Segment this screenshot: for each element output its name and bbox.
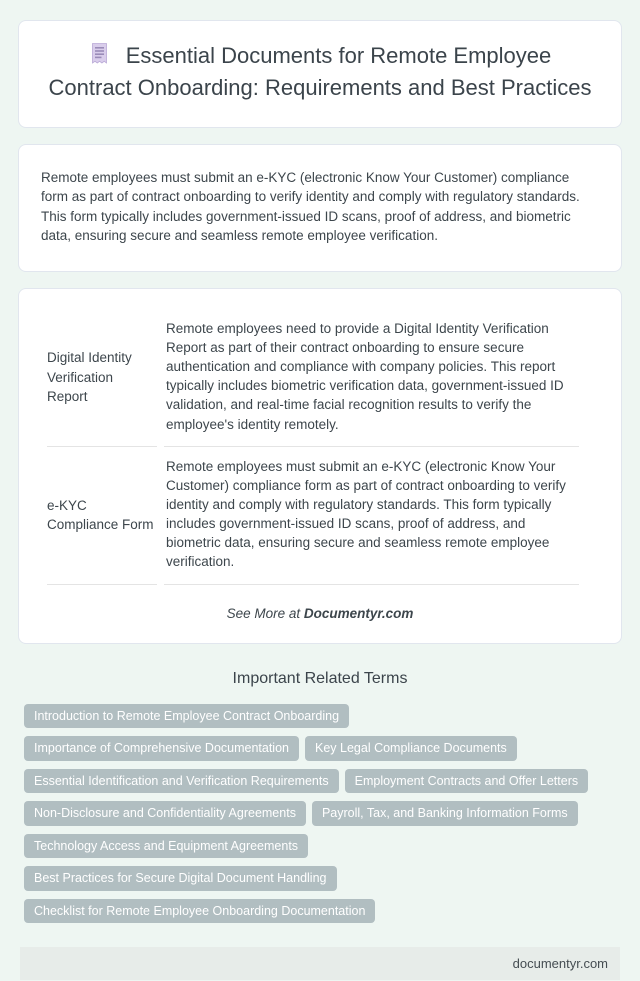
related-term-tag[interactable]: Checklist for Remote Employee Onboarding Documentation <box>24 899 375 924</box>
intro-card <box>18 144 622 272</box>
related-term-tag[interactable]: Payroll, Tax, and Banking Information Forms <box>312 801 578 826</box>
related-terms-heading: Important Related Terms <box>232 669 408 687</box>
footer-site-label: documentyr.com <box>512 956 608 972</box>
description-cell: Remote employees need to provide a Digital Identity Verification Report as part of their contract onboarding to ensure secure authentication and compliance with company policies. This report typically includes biometric verification data, government-issued ID validation, and real-time facial recognition results to verify the employee's identity remotely. <box>164 309 579 447</box>
definitions-card <box>18 288 622 644</box>
related-term-tag[interactable]: Employment Contracts and Offer Letters <box>345 769 588 794</box>
see-more-prefix: See More at <box>226 605 301 621</box>
definitions-table <box>40 309 586 585</box>
see-more-brand: Documentyr.com <box>303 605 414 621</box>
receipt-icon <box>89 42 110 73</box>
related-term-tag[interactable]: Best Practices for Secure Digital Document Handling <box>24 866 337 891</box>
table-row <box>47 309 579 447</box>
term-cell: Digital Identity Verification Report <box>47 309 157 447</box>
description-cell: Remote employees must submit an e-KYC (electronic Know Your Customer) compliance form as part of contract onboarding to verify identity and comply with regulatory standards. This form typically includes government-issued ID scans, proof of address, and biometric data, ensuring secure and seamless remote employee verification. <box>164 447 579 585</box>
footer-bar <box>20 947 620 980</box>
related-terms-list <box>0 704 640 932</box>
table-row <box>47 447 579 585</box>
related-term-tag[interactable]: Introduction to Remote Employee Contract Onboarding <box>24 704 349 729</box>
related-term-tag[interactable]: Key Legal Compliance Documents <box>305 736 517 761</box>
term-cell: e-KYC Compliance Form <box>47 447 157 585</box>
related-term-tag[interactable]: Importance of Comprehensive Documentation <box>24 736 299 761</box>
page-title-text: Essential Documents for Remote Employee Contract Onboarding: Requirements and Best Practices <box>48 43 592 101</box>
page-title <box>45 41 595 103</box>
related-term-tag[interactable]: Non-Disclosure and Confidentiality Agreements <box>24 801 306 826</box>
see-more-line <box>47 606 593 621</box>
intro-text: Remote employees must submit an e-KYC (electronic Know Your Customer) compliance form as part of contract onboarding to verify identity and comply with regulatory standards. This form typically includes government-issued ID scans, proof of address, and biometric data, ensuring secure and seamless remote employee verification. <box>41 169 580 244</box>
title-card <box>18 20 622 128</box>
related-term-tag[interactable]: Technology Access and Equipment Agreements <box>24 834 308 859</box>
related-term-tag[interactable]: Essential Identification and Verification Requirements <box>24 769 339 794</box>
